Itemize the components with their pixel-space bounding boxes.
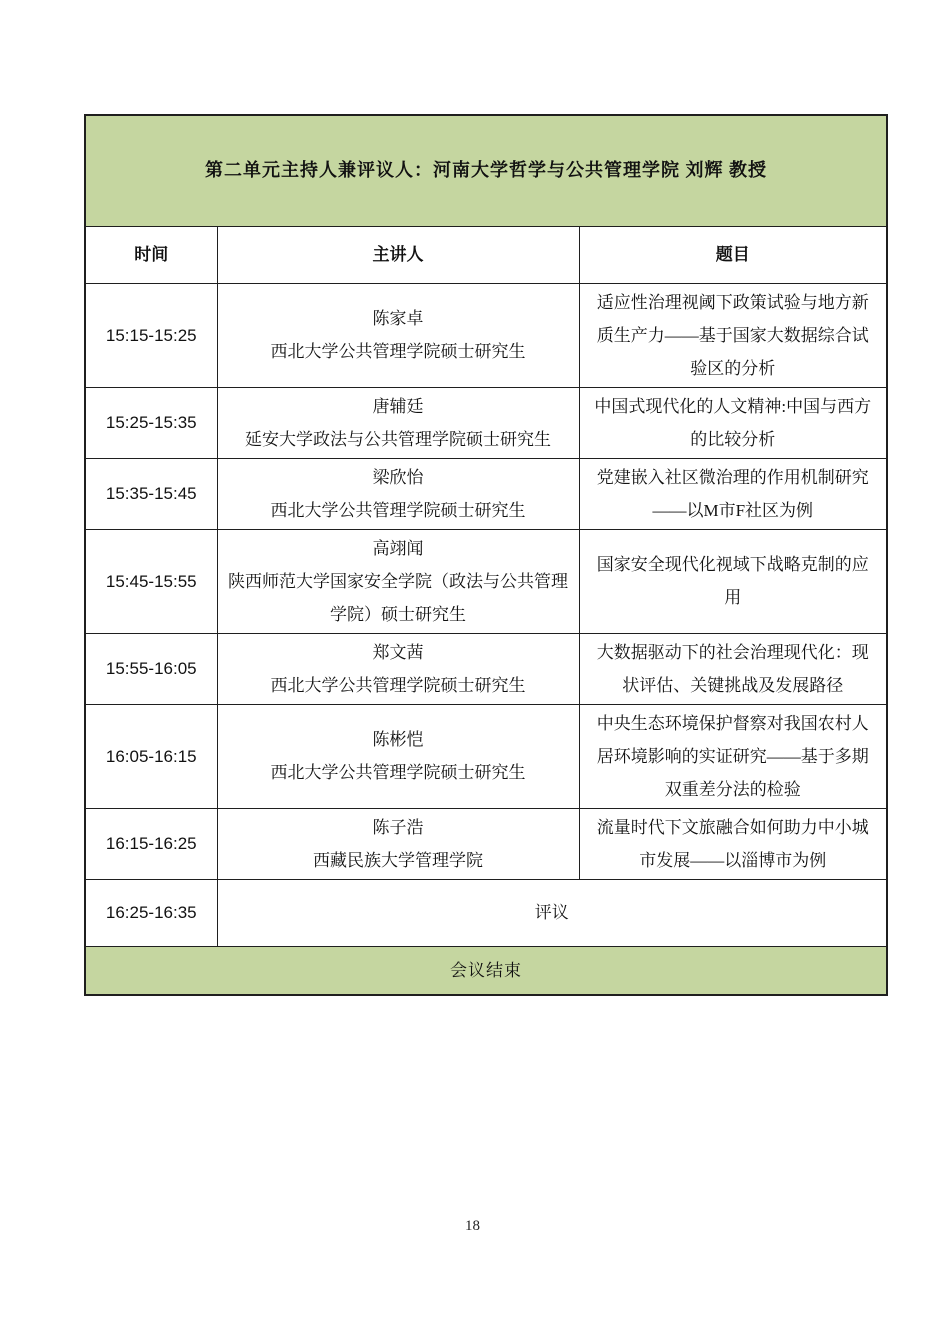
- session-header-title: 第二单元主持人兼评议人：河南大学哲学与公共管理学院 刘辉 教授: [85, 115, 887, 226]
- speaker-affiliation: 西藏民族大学管理学院: [313, 850, 483, 870]
- speaker-name: 陈子浩: [372, 817, 424, 837]
- column-header-row: [85, 226, 887, 283]
- speaker-affiliation: 陕西师范大学国家安全学院（政法与公共管理学院）硕士研究生: [228, 571, 568, 624]
- table-row: [85, 458, 887, 529]
- speaker-name: 唐辅廷: [372, 396, 424, 416]
- review-label: 评议: [217, 879, 887, 946]
- table-row: [85, 387, 887, 458]
- topic-cell: 国家安全现代化视域下战略克制的应用: [579, 529, 887, 633]
- speaker-affiliation: 延安大学政法与公共管理学院硕士研究生: [245, 429, 551, 449]
- closing-row: [85, 946, 887, 995]
- column-header-topic: 题目: [579, 226, 887, 283]
- time-cell: 15:25-15:35: [85, 387, 217, 458]
- page-number: 18: [465, 1218, 480, 1234]
- speaker-cell: [217, 529, 579, 633]
- speaker-affiliation: 西北大学公共管理学院硕士研究生: [270, 500, 526, 520]
- speaker-cell: [217, 808, 579, 879]
- session-schedule-table: [84, 114, 888, 996]
- table-row: [85, 704, 887, 808]
- closing-label: 会议结束: [85, 946, 887, 995]
- column-header-speaker: 主讲人: [217, 226, 579, 283]
- topic-cell: 适应性治理视阈下政策试验与地方新质生产力——基于国家大数据综合试验区的分析: [579, 283, 887, 387]
- schedule-rows: [85, 283, 887, 879]
- topic-cell: 党建嵌入社区微治理的作用机制研究——以M市F社区为例: [579, 458, 887, 529]
- topic-cell: 大数据驱动下的社会治理现代化：现状评估、关键挑战及发展路径: [579, 633, 887, 704]
- speaker-cell: [217, 633, 579, 704]
- speaker-cell: [217, 283, 579, 387]
- time-cell: 16:25-16:35: [85, 879, 217, 946]
- speaker-name: 陈彬恺: [372, 730, 424, 749]
- time-cell: 15:15-15:25: [85, 283, 217, 387]
- time-cell: 16:05-16:15: [85, 704, 217, 808]
- column-header-time: 时间: [85, 226, 217, 283]
- speaker-cell: [217, 387, 579, 458]
- speaker-name: 郑文茜: [372, 642, 424, 662]
- time-cell: 15:35-15:45: [85, 458, 217, 529]
- speaker-cell: [217, 704, 579, 808]
- session-header-row: [85, 115, 887, 226]
- review-row: [85, 879, 887, 946]
- speaker-affiliation: 西北大学公共管理学院硕士研究生: [270, 675, 526, 695]
- table-row: [85, 808, 887, 879]
- speaker-name: 梁欣怡: [372, 467, 424, 487]
- table-row: [85, 529, 887, 633]
- speaker-affiliation: 西北大学公共管理学院硕士研究生: [270, 763, 526, 782]
- speaker-name: 高翊闻: [372, 538, 424, 558]
- time-cell: 15:55-16:05: [85, 633, 217, 704]
- speaker-cell: [217, 458, 579, 529]
- table-row: [85, 633, 887, 704]
- table-row: [85, 283, 887, 387]
- speaker-affiliation: 西北大学公共管理学院硕士研究生: [270, 342, 526, 361]
- topic-cell: 中国式现代化的人文精神:中国与西方的比较分析: [579, 387, 887, 458]
- speaker-name: 陈家卓: [372, 309, 424, 328]
- topic-cell: 中央生态环境保护督察对我国农村人居环境影响的实证研究——基于多期双重差分法的检验: [579, 704, 887, 808]
- time-cell: 16:15-16:25: [85, 808, 217, 879]
- topic-cell: 流量时代下文旅融合如何助力中小城市发展——以淄博市为例: [579, 808, 887, 879]
- time-cell: 15:45-15:55: [85, 529, 217, 633]
